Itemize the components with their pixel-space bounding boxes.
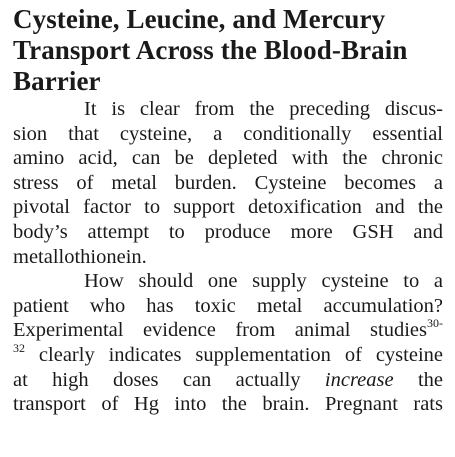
citation-superscript: 32 [13,340,25,355]
text-line: transport of Hg into the brain. Pregnant rats [13,393,443,416]
section-heading [13,4,443,97]
line-text: at high doses can actually [13,368,325,391]
text-line: patient who has toxic metal accumulation? [13,294,443,317]
text-line: pivotal factor to support detoxification and the [13,196,443,219]
heading-line: Cysteine, Leucine, and Mercury [13,4,386,34]
article-page [13,4,443,417]
heading-line: Transport Across the Blood-Brain [13,35,408,65]
line-text: Experimental evidence from animal studies [13,319,427,342]
line-text: clearly indicates supplementation of cysteine [25,343,443,366]
paragraph-2 [13,269,443,417]
text-line: amino acid, can be depleted with the chronic [13,147,443,170]
text-line: sion that cysteine, a conditionally essential [13,122,443,145]
text-line: stress of metal burden. Cysteine becomes a [13,171,443,194]
emphasis-word: increase [324,368,394,391]
text-line: metallothionein. [13,245,147,268]
text-line [13,368,443,393]
text-line: body’s attempt to produce more GSH and [13,220,443,243]
text-line [13,340,443,368]
heading-line: Barrier [13,66,101,96]
paragraph-1 [13,97,443,269]
line-text: the [393,368,443,391]
text-line [13,318,443,343]
text-line: How should one supply cysteine to a [84,270,444,293]
citation-superscript: 30- [427,316,443,331]
text-line: It is clear from the preceding discus- [84,98,443,120]
